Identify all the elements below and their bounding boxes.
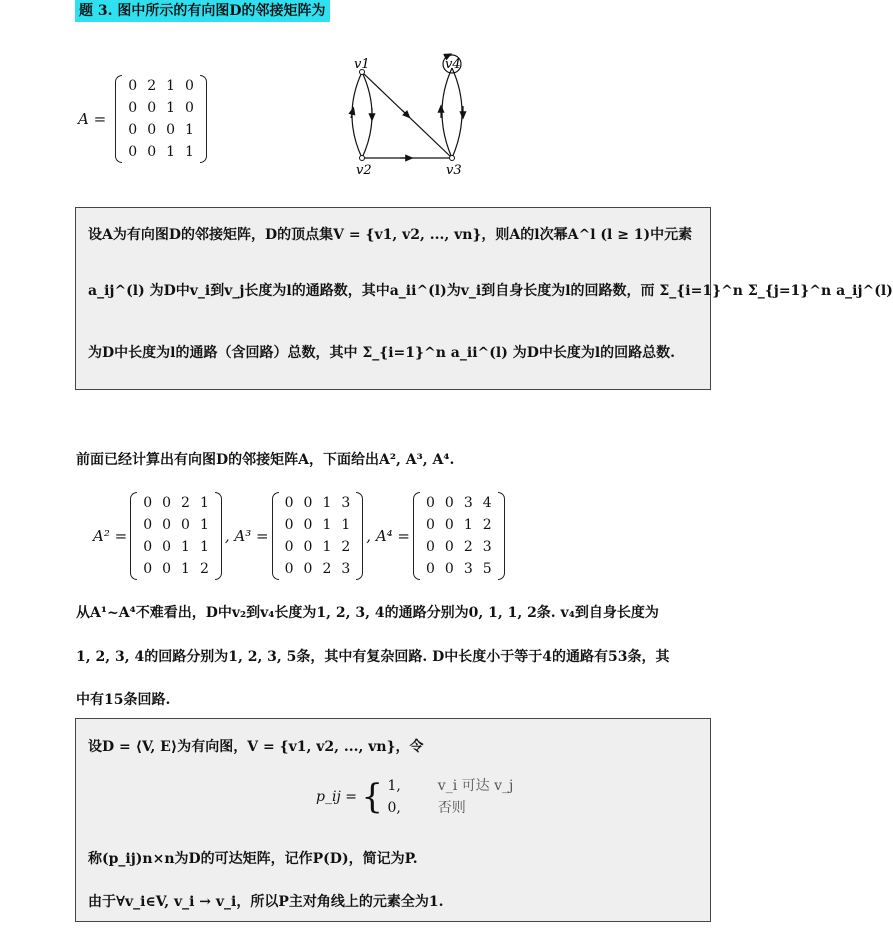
matrix-power-cell: 0 xyxy=(284,561,294,577)
matrix-a-cell: 0 xyxy=(128,78,138,94)
matrix-power-cell: 0 xyxy=(426,495,435,511)
matrix-power-cell: 2 xyxy=(322,561,332,577)
node-label-v1: v1 xyxy=(354,57,370,72)
matrix-a-cell: 0 xyxy=(147,144,157,160)
matrix-power-cell: 0 xyxy=(303,561,313,577)
node-v3 xyxy=(450,156,455,161)
matrix-power-cell: 0 xyxy=(284,517,294,533)
matrix-power-cell: 0 xyxy=(143,539,153,555)
matrix-power-cell: 2 xyxy=(181,495,190,511)
matrix-a-cell: 1 xyxy=(166,78,176,94)
edge-v1-v2-right xyxy=(362,72,372,158)
matrix-power-cell: 0 xyxy=(162,539,172,555)
matrix-power-cell: 2 xyxy=(482,517,492,533)
box1-line2: a_ij^(l) 为D中v_i到v_j长度为l的通路数，其中a_ii^(l)为v_i到自身长度为l的回路数，而 Σ_{i=1}^n Σ_{j=1}^n a_ij^(l) xyxy=(88,283,893,299)
matrix-power-row xyxy=(138,536,214,558)
matrix-power-row xyxy=(138,558,214,580)
case2-value: 0, xyxy=(387,800,401,816)
matrix-power-row xyxy=(421,536,497,558)
matrix-power-cell: 0 xyxy=(444,495,454,511)
matrix-power-cell: 0 xyxy=(444,517,454,533)
matrix-power-cell: 0 xyxy=(426,517,435,533)
matrix-power-2 xyxy=(130,492,222,580)
matrix-a-cell: 0 xyxy=(166,122,176,138)
box2-line3: 称(p_ij)n×n为D的可达矩阵，记作P(D)，简记为P. xyxy=(88,851,418,867)
matrix-power-row xyxy=(138,492,214,514)
matrix-power-cell: 0 xyxy=(444,561,454,577)
matrix-a-cell: 0 xyxy=(128,122,138,138)
matrix-power-row xyxy=(421,558,497,580)
matrix-power-cell: 1 xyxy=(322,517,332,533)
matrix-a-cell: 2 xyxy=(147,78,157,94)
matrix-power-label: , A³ = xyxy=(224,527,269,545)
piecewise-def xyxy=(316,775,513,819)
edge-v1-v3 xyxy=(362,72,452,158)
matrix-power-4 xyxy=(413,492,505,580)
matrix-power-cell: 1 xyxy=(463,517,473,533)
matrix-power-cell: 2 xyxy=(463,539,473,555)
matrix-a-row xyxy=(123,97,199,119)
matrix-power-cell: 2 xyxy=(199,561,209,577)
matrix-powers xyxy=(90,492,505,580)
matrix-a-cell: 0 xyxy=(128,144,138,160)
matrix-a-cell: 1 xyxy=(166,100,176,116)
matrix-power-row xyxy=(280,514,356,536)
matrix-a-row xyxy=(123,141,199,163)
matrix-power-cell: 0 xyxy=(143,561,153,577)
matrix-power-cell: 0 xyxy=(284,495,294,511)
directed-graph xyxy=(340,50,470,180)
edge-v4-v3-right xyxy=(452,68,463,158)
case1-value: 1, xyxy=(387,778,401,794)
edge-v1-v2-left xyxy=(351,72,362,158)
matrix-power-cell: 0 xyxy=(426,539,435,555)
matrix-a-label: A = xyxy=(78,110,107,128)
box1-line1: 设A为有向图D的邻接矩阵，D的顶点集V = {v1, v2, ..., vn}，则A的l次幂A^l (l ≥ 1)中元素 xyxy=(88,227,693,243)
edge-v3-v4-left xyxy=(441,68,452,158)
matrix-power-row xyxy=(280,558,356,580)
matrix-power-cell: 0 xyxy=(181,517,190,533)
node-v2 xyxy=(360,156,365,161)
matrix-a-cell: 0 xyxy=(147,122,157,138)
matrix-power-label: , A⁴ = xyxy=(366,527,410,545)
matrix-power-cell: 1 xyxy=(181,539,190,555)
matrix-a-cell: 0 xyxy=(185,100,194,116)
matrix-a-cell: 0 xyxy=(147,100,157,116)
matrix-a xyxy=(115,75,207,163)
matrix-a-row xyxy=(123,75,199,97)
matrix-a-cell: 0 xyxy=(185,78,194,94)
box2-line1: 设D = ⟨V, E⟩为有向图，V = {v1, v2, ..., vn}，令 xyxy=(88,739,424,755)
matrix-a-cell: 1 xyxy=(185,144,194,160)
matrix-power-cell: 0 xyxy=(444,539,454,555)
p-ij-lhs: p_ij = xyxy=(316,789,357,805)
problem-title: 题 3. 图中所示的有向图D的邻接矩阵为 xyxy=(75,0,330,22)
matrix-power-cell: 3 xyxy=(341,495,351,511)
matrix-power-cell: 0 xyxy=(162,517,172,533)
matrix-power-cell: 0 xyxy=(303,495,313,511)
matrix-power-cell: 2 xyxy=(341,539,351,555)
matrix-power-cell: 0 xyxy=(284,539,294,555)
matrix-power-cell: 1 xyxy=(322,539,332,555)
node-label-v3: v3 xyxy=(446,163,462,178)
matrix-power-cell: 3 xyxy=(463,495,473,511)
matrix-a-cell: 0 xyxy=(128,100,138,116)
conclusion-line1: 从A¹~A⁴不难看出，D中v₂到v₄长度为1, 2, 3, 4的通路分别为0, 1, 1, 2条. v₄到自身长度为 xyxy=(76,605,659,621)
node-label-v4: v4 xyxy=(445,57,461,72)
matrix-power-cell: 0 xyxy=(162,561,172,577)
matrix-power-cell: 1 xyxy=(181,561,190,577)
matrix-power-cell: 1 xyxy=(341,517,351,533)
theorem-box-1 xyxy=(75,207,893,390)
matrix-power-row xyxy=(421,514,497,536)
matrix-power-label: A² = xyxy=(93,527,128,545)
case2-condition: 否则 xyxy=(437,800,466,816)
matrix-a-cell: 1 xyxy=(166,144,176,160)
matrix-power-cell: 0 xyxy=(303,517,313,533)
intro-paragraph: 前面已经计算出有向图D的邻接矩阵A，下面给出A², A³, A⁴. xyxy=(76,452,455,468)
matrix-power-cell: 3 xyxy=(463,561,473,577)
matrix-power-row xyxy=(138,514,214,536)
brace: { xyxy=(361,777,384,817)
matrix-a-row xyxy=(123,119,199,141)
matrix-power-cell: 0 xyxy=(303,539,313,555)
conclusion-line3: 中有15条回路. xyxy=(76,692,171,708)
matrix-power-3 xyxy=(272,492,364,580)
matrix-power-row xyxy=(280,536,356,558)
box2-line4: 由于∀v_i∈V, v_i → v_i，所以P主对角线上的元素全为1. xyxy=(88,894,444,910)
box1-line3: 为D中长度为l的通路（含回路）总数，其中 Σ_{i=1}^n a_ii^(l) 为D中长度为l的回路总数. xyxy=(88,345,676,361)
matrix-power-cell: 0 xyxy=(143,495,153,511)
matrix-a-cell: 1 xyxy=(185,122,194,138)
node-label-v2: v2 xyxy=(356,163,372,178)
matrix-power-cell: 0 xyxy=(426,561,435,577)
matrix-power-cell: 5 xyxy=(482,561,492,577)
matrix-power-cell: 3 xyxy=(341,561,351,577)
matrix-power-cell: 1 xyxy=(322,495,332,511)
conclusion-line2: 1, 2, 3, 4的回路分别为1, 2, 3, 5条，其中有复杂回路. D中长度小于等于4的通路有53条，其 xyxy=(76,649,670,665)
matrix-a-block xyxy=(78,75,207,163)
case1-condition: v_i 可达 v_j xyxy=(437,778,514,794)
matrix-power-cell: 1 xyxy=(199,539,209,555)
matrix-power-cell: 1 xyxy=(199,517,209,533)
matrix-power-row xyxy=(280,492,356,514)
matrix-power-cell: 1 xyxy=(199,495,209,511)
definition-box-2 xyxy=(75,718,711,922)
matrix-power-cell: 0 xyxy=(162,495,172,511)
matrix-power-cell: 0 xyxy=(143,517,153,533)
matrix-power-row xyxy=(421,492,497,514)
matrix-power-cell: 3 xyxy=(482,539,492,555)
matrix-power-cell: 4 xyxy=(482,495,492,511)
